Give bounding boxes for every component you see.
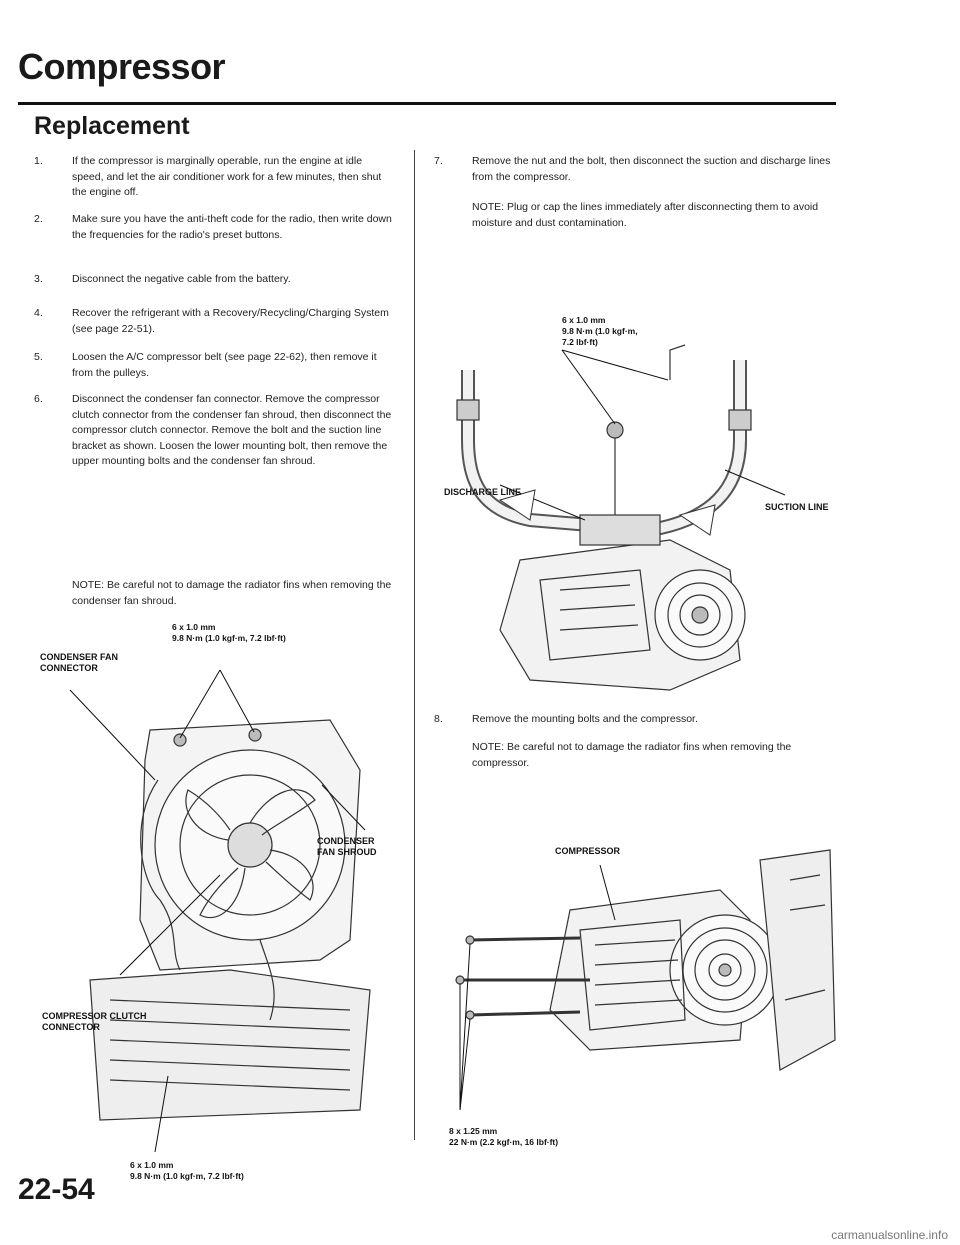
page-number: 22-54 bbox=[18, 1173, 95, 1206]
step-text: Disconnect the negative cable from the battery. bbox=[72, 273, 291, 285]
fig3-spec-size: 8 x 1.25 mm bbox=[449, 1126, 498, 1136]
step-text: Disconnect the condenser fan connector. Remove the compressor clutch connector from the condenser fan shroud, then disconnect the compressor clutch connector. Remove the bolt and the suction line bracket as shown. Loosen the lower mounting bolt, then remove the upper mounting bolts and the condenser fan shroud. bbox=[72, 393, 392, 467]
page-title: Compressor bbox=[18, 46, 226, 87]
step-2 bbox=[34, 212, 392, 243]
step-5 bbox=[34, 350, 392, 381]
step-3 bbox=[34, 272, 392, 288]
step-6 bbox=[34, 392, 392, 470]
section-subtitle: Replacement bbox=[34, 112, 190, 140]
step-number: 7. bbox=[434, 155, 443, 167]
fig2-spec-torque-1: 9.8 N·m (1.0 kgf·m, bbox=[562, 326, 638, 336]
note-step-8: NOTE: Be careful not to damage the radiator fins when removing the compressor. bbox=[472, 741, 792, 769]
step-number: 4. bbox=[34, 307, 43, 319]
step-number: 6. bbox=[34, 393, 43, 405]
label-suction-line: SUCTION LINE bbox=[765, 502, 829, 512]
step-number: 2. bbox=[34, 213, 43, 225]
condenser-fan-figure bbox=[30, 640, 410, 1160]
fig3-spec-torque: 22 N·m (2.2 kgf·m, 16 lbf·ft) bbox=[449, 1137, 559, 1147]
step-number: 8. bbox=[434, 713, 443, 725]
fig1-spec-top-size: 6 x 1.0 mm bbox=[172, 622, 216, 632]
step-4 bbox=[34, 306, 392, 337]
step-1 bbox=[34, 154, 392, 201]
step-text: Remove the nut and the bolt, then disconnect the suction and discharge lines from the compressor. bbox=[472, 155, 831, 183]
step-text: Recover the refrigerant with a Recovery/Recycling/Charging System (see page 22-51). bbox=[72, 307, 389, 335]
fig1-spec-bottom-size: 6 x 1.0 mm bbox=[130, 1160, 174, 1170]
step-8 bbox=[434, 712, 834, 728]
note-step-7: NOTE: Plug or cap the lines immediately after disconnecting them to avoid moisture and dust contamination. bbox=[472, 201, 819, 229]
watermark: carmanualsonline.info bbox=[831, 1228, 948, 1242]
step-text: Remove the mounting bolts and the compressor. bbox=[472, 713, 698, 725]
label-condenser-fan-connector: CONDENSER FAN CONNECTOR bbox=[40, 652, 119, 673]
step-text: Make sure you have the anti-theft code for the radio, then write down the frequencies for the radio's preset buttons. bbox=[72, 213, 392, 241]
fig2-spec-size: 6 x 1.0 mm bbox=[562, 315, 606, 325]
label-compressor: COMPRESSOR bbox=[555, 846, 621, 856]
compressor-mounting-figure bbox=[440, 840, 840, 1140]
step-number: 3. bbox=[34, 273, 43, 285]
title-rule bbox=[18, 102, 836, 105]
fig1-spec-bottom-torque: 9.8 N·m (1.0 kgf·m, 7.2 lbf·ft) bbox=[130, 1171, 244, 1181]
label-discharge-line: DISCHARGE LINE bbox=[444, 487, 522, 497]
fig2-spec-torque-2: 7.2 lbf·ft) bbox=[562, 337, 598, 347]
label-condenser-fan-shroud: CONDENSER FAN SHROUD bbox=[317, 836, 377, 857]
column-divider bbox=[414, 150, 415, 1140]
fig1-spec-top-torque: 9.8 N·m (1.0 kgf·m, 7.2 lbf·ft) bbox=[172, 633, 286, 643]
label-compressor-clutch-connector: COMPRESSOR CLUTCH CONNECTOR bbox=[42, 1011, 147, 1032]
step-number: 5. bbox=[34, 351, 43, 363]
note-step-6: NOTE: Be careful not to damage the radiator fins when removing the condenser fan shroud. bbox=[72, 579, 392, 607]
step-number: 1. bbox=[34, 155, 43, 167]
step-text: If the compressor is marginally operable, run the engine at idle speed, and let the air conditioner work for a few minutes, then shut the engine off. bbox=[72, 155, 382, 198]
step-7 bbox=[434, 154, 834, 185]
step-text: Loosen the A/C compressor belt (see page 22-62), then remove it from the pulleys. bbox=[72, 351, 377, 379]
